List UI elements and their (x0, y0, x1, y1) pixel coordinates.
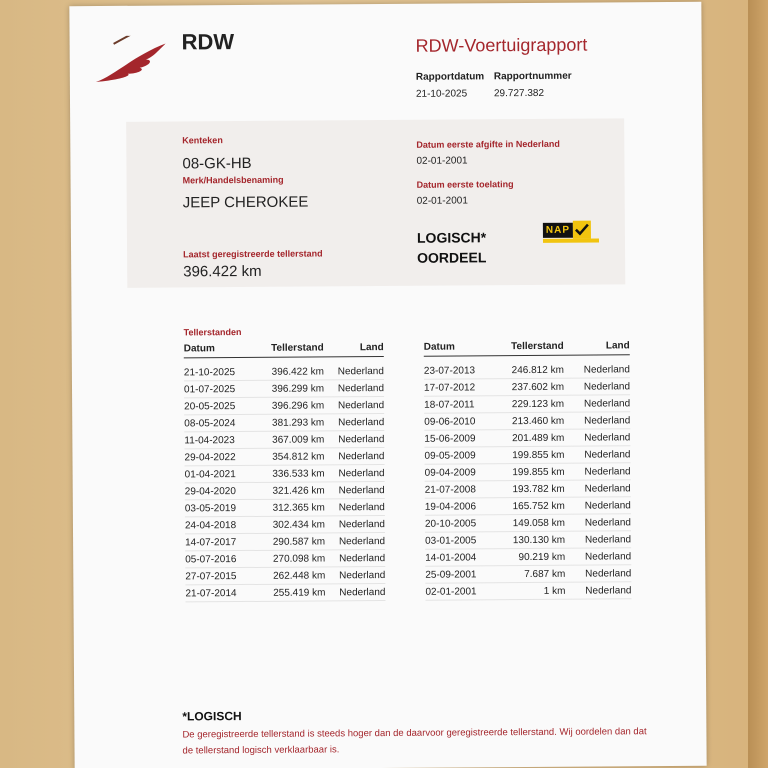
col-datum: Datum (183, 343, 215, 355)
table-row (184, 380, 384, 398)
rapportnummer-label: Rapportnummer (493, 70, 572, 83)
table-row (425, 531, 631, 549)
cell-datum: 29-04-2022 (184, 451, 236, 463)
cell-land: Nederland (338, 535, 386, 547)
cell-datum: 05-07-2016 (185, 553, 237, 565)
col-land: Land (605, 340, 630, 352)
cell-datum: 29-04-2020 (184, 485, 236, 497)
check-icon (573, 221, 591, 239)
merk-label: Merk/Handelsbenaming (182, 174, 284, 186)
afgifte-value: 02-01-2001 (416, 155, 468, 167)
cell-land: Nederland (338, 518, 386, 530)
table-row (185, 465, 385, 483)
cell-land: Nederland (584, 431, 631, 444)
col-land: Land (359, 342, 384, 354)
cell-datum: 11-04-2023 (184, 434, 235, 446)
cell-land: Nederland (584, 516, 631, 529)
cell-land: Nederland (583, 363, 630, 376)
cell-tellerstand: 90.219 km (518, 551, 566, 563)
cell-tellerstand: 199.855 km (512, 466, 565, 478)
cell-tellerstand: 237.602 km (511, 381, 565, 393)
rapportdatum (416, 71, 485, 99)
table-row (425, 582, 631, 600)
cell-land: Nederland (338, 501, 385, 513)
cell-datum: 02-01-2001 (425, 585, 477, 598)
cell-land: Nederland (337, 365, 384, 377)
cell-tellerstand: 270.098 km (272, 552, 326, 565)
cell-land: Nederland (585, 550, 632, 563)
table-row (424, 361, 630, 379)
cell-tellerstand: 396.299 km (271, 382, 325, 395)
nap-badge (543, 221, 599, 239)
report-title: RDW-Voertuigrapport (415, 34, 588, 56)
rapportnummer (494, 71, 572, 100)
cell-datum: 08-05-2024 (184, 417, 236, 429)
cell-datum: 27-07-2015 (185, 570, 237, 582)
footer-text: De geregistreerde tellerstand is steeds hoger dan de daarvoor geregistreerde tellerstand. Wij oordelen dan dat de tellerstand logisch verklaarbaar is. (182, 726, 647, 757)
cell-tellerstand: 149.058 km (512, 517, 565, 529)
cell-datum: 14-01-2004 (425, 551, 477, 564)
cell-tellerstand: 336.533 km (272, 467, 325, 480)
table-row (185, 499, 385, 517)
cell-datum: 23-07-2013 (423, 364, 476, 377)
col-tellerstand: Tellerstand (271, 342, 324, 354)
table-row (425, 514, 631, 532)
cell-land: Nederland (338, 433, 385, 445)
cell-tellerstand: 255.419 km (273, 586, 326, 599)
cell-datum: 03-05-2019 (184, 502, 237, 514)
toelating-label: Datum eerste toelating (416, 179, 514, 190)
table-row (425, 548, 631, 566)
table-row (424, 378, 630, 396)
table-row (424, 429, 630, 447)
rapportdatum-label: Rapportdatum (415, 71, 485, 83)
footer-title: *LOGISCH (182, 709, 242, 724)
cell-tellerstand: 396.296 km (271, 399, 325, 412)
table-row (425, 565, 631, 583)
table-row (425, 497, 631, 515)
cell-datum: 14-07-2017 (185, 536, 237, 548)
cell-datum: 25-09-2001 (425, 568, 477, 581)
cell-tellerstand: 321.426 km (272, 484, 325, 497)
table-row (184, 414, 384, 432)
tellerstanden-title: Tellerstanden (183, 327, 242, 338)
table-row (184, 448, 384, 466)
cell-tellerstand: 302.434 km (272, 518, 326, 531)
cell-land: Nederland (583, 397, 631, 410)
cell-tellerstand: 381.293 km (271, 416, 325, 429)
oordeel-line2: OORDEEL (417, 249, 487, 266)
cell-datum: 03-01-2005 (425, 534, 477, 547)
cell-datum: 20-10-2005 (424, 517, 477, 530)
cell-tellerstand: 165.752 km (512, 500, 565, 512)
tellerstanden-table-left (184, 342, 386, 602)
cell-land: Nederland (584, 499, 631, 512)
merk-value: JEEP CHEROKEE (182, 193, 309, 212)
cell-land: Nederland (584, 482, 631, 495)
table-row (185, 482, 385, 500)
table-row (184, 397, 384, 415)
table-header (424, 340, 630, 356)
cell-land: Nederland (338, 467, 385, 479)
cell-land: Nederland (337, 382, 385, 394)
cell-tellerstand: 7.687 km (524, 568, 566, 580)
cell-tellerstand: 262.448 km (273, 569, 326, 582)
kenteken-label: Kenteken (182, 135, 223, 146)
cell-tellerstand: 396.422 km (271, 365, 324, 378)
cell-tellerstand: 1 km (543, 585, 566, 597)
tellerstanden-table-right (424, 340, 632, 600)
report-document (69, 2, 706, 768)
cell-datum: 19-04-2006 (424, 500, 477, 513)
cell-tellerstand: 290.587 km (272, 535, 326, 548)
table-row (184, 431, 384, 449)
cell-land: Nederland (339, 552, 386, 564)
cell-tellerstand: 201.489 km (512, 432, 565, 444)
afgifte-label: Datum eerste afgifte in Nederland (416, 138, 560, 150)
background-shelf (748, 0, 768, 768)
cell-datum: 17-07-2012 (423, 381, 476, 394)
table-row (184, 363, 384, 381)
cell-land: Nederland (584, 533, 632, 546)
table-row (185, 584, 385, 602)
table-header (184, 342, 384, 358)
cell-land: Nederland (583, 380, 631, 393)
cell-datum: 01-04-2021 (184, 468, 236, 480)
table-row (185, 567, 385, 585)
cell-tellerstand: 193.782 km (512, 483, 565, 495)
cell-land: Nederland (339, 586, 386, 598)
table-row (424, 412, 630, 430)
cell-tellerstand: 367.009 km (272, 433, 325, 446)
cell-tellerstand: 354.812 km (272, 450, 325, 463)
cell-land: Nederland (585, 567, 632, 580)
table-row (425, 480, 631, 498)
cell-land: Nederland (338, 484, 385, 496)
brand-name: RDW (181, 29, 235, 55)
cell-land: Nederland (584, 414, 631, 427)
table-row (185, 550, 385, 568)
tellerstand-value: 396.422 km (183, 262, 262, 281)
col-tellerstand: Tellerstand (511, 340, 564, 353)
table-row (425, 463, 631, 481)
cell-tellerstand: 213.460 km (511, 415, 565, 427)
cell-land: Nederland (337, 399, 385, 411)
cell-datum: 21-07-2014 (185, 587, 237, 599)
cell-land: Nederland (338, 450, 385, 462)
oordeel-line1: LOGISCH* (416, 229, 487, 246)
cell-datum: 15-06-2009 (424, 432, 476, 445)
cell-land: Nederland (584, 448, 631, 461)
cell-land: Nederland (584, 465, 631, 478)
table-row (424, 395, 630, 413)
nap-underline (543, 239, 599, 243)
rapportdatum-value: 21-10-2025 (415, 88, 468, 100)
toelating-value: 02-01-2001 (416, 195, 468, 207)
table-row (185, 516, 385, 534)
table-row (424, 446, 630, 464)
cell-datum: 09-06-2010 (424, 415, 476, 428)
cell-land: Nederland (338, 416, 385, 428)
rapportnummer-value: 29.727.382 (493, 87, 545, 100)
cell-tellerstand: 199.855 km (512, 449, 565, 461)
cell-datum: 21-07-2008 (424, 483, 476, 496)
cell-datum: 24-04-2018 (184, 519, 237, 531)
cell-datum: 18-07-2011 (424, 398, 475, 411)
cell-tellerstand: 246.812 km (511, 364, 564, 376)
cell-datum: 20-05-2025 (184, 400, 236, 412)
cell-datum: 09-04-2009 (424, 466, 476, 479)
cell-land: Nederland (585, 584, 632, 597)
table-row (185, 533, 385, 551)
cell-tellerstand: 130.130 km (512, 534, 566, 546)
cell-datum: 21-10-2025 (183, 366, 236, 378)
cell-datum: 09-05-2009 (424, 449, 476, 462)
kenteken-value: 08-GK-HB (182, 154, 252, 173)
tellerstand-label: Laatst geregistreerde tellerstand (183, 248, 323, 260)
cell-tellerstand: 229.123 km (511, 398, 565, 410)
oordeel (417, 227, 487, 267)
cell-tellerstand: 312.365 km (272, 501, 325, 514)
nap-text: NAP (543, 222, 573, 237)
rdw-feather-logo-icon (94, 35, 174, 86)
cell-datum: 01-07-2025 (183, 383, 236, 395)
col-datum: Datum (423, 341, 455, 353)
cell-land: Nederland (339, 569, 386, 581)
